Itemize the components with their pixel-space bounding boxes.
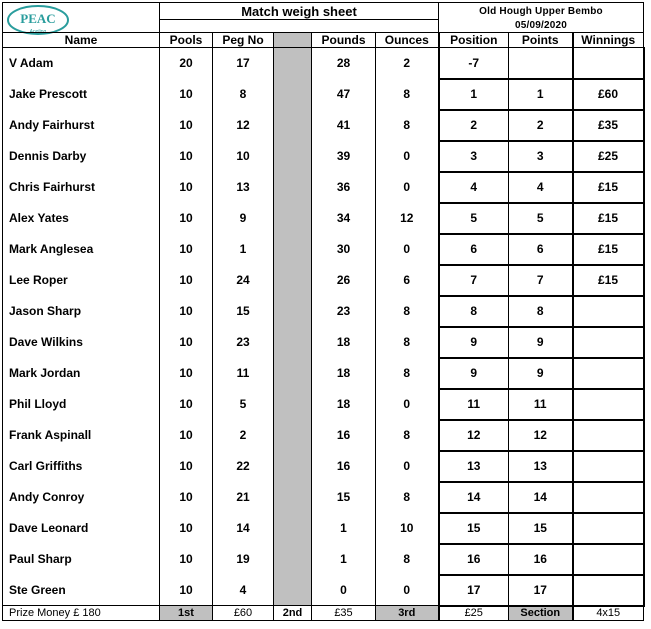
position-cell: 16	[439, 544, 509, 575]
competitor-name: Frank Aspinall	[3, 420, 160, 451]
points-cell: 15	[509, 513, 573, 544]
winnings-cell	[573, 451, 644, 482]
competitor-name: Jason Sharp	[3, 296, 160, 327]
competitor-name: Jake Prescott	[3, 79, 160, 110]
col-header-name: Name	[3, 33, 160, 48]
pounds-cell: 41	[312, 110, 376, 141]
competitor-name: Dave Leonard	[3, 513, 160, 544]
points-cell: 5	[509, 203, 573, 234]
ounces-cell: 0	[376, 389, 439, 420]
winnings-cell	[573, 296, 644, 327]
peg-cell: 8	[213, 79, 274, 110]
position-cell: 9	[439, 358, 509, 389]
ounces-cell: 12	[376, 203, 439, 234]
peg-cell: 10	[213, 141, 274, 172]
venue-name: Old Hough Upper Bembo	[439, 3, 644, 20]
points-cell: 13	[509, 451, 573, 482]
winnings-cell	[573, 48, 644, 79]
col-header-peg: Peg No	[213, 33, 274, 48]
spacer-cell	[274, 234, 312, 265]
table-row	[3, 110, 644, 141]
winnings-cell	[573, 513, 644, 544]
pools-cell: 10	[160, 172, 213, 203]
section-label: Section	[509, 606, 573, 621]
pounds-cell: 18	[312, 389, 376, 420]
table-row	[3, 265, 644, 296]
table-row	[3, 451, 644, 482]
winnings-cell: £15	[573, 234, 644, 265]
winnings-cell: £15	[573, 203, 644, 234]
table-row	[3, 513, 644, 544]
pounds-cell: 1	[312, 513, 376, 544]
position-cell: 14	[439, 482, 509, 513]
peg-cell: 13	[213, 172, 274, 203]
peg-cell: 5	[213, 389, 274, 420]
spacer-cell	[274, 172, 312, 203]
ounces-cell: 8	[376, 482, 439, 513]
col-header-points: Points	[509, 33, 573, 48]
pounds-cell: 28	[312, 48, 376, 79]
col-header-winnings: Winnings	[573, 33, 644, 48]
col-header-ounces: Ounces	[376, 33, 439, 48]
position-cell: 11	[439, 389, 509, 420]
spacer-cell	[274, 141, 312, 172]
table-row	[3, 48, 644, 79]
pounds-cell: 15	[312, 482, 376, 513]
points-cell: 4	[509, 172, 573, 203]
pounds-cell: 34	[312, 203, 376, 234]
spacer-cell	[274, 420, 312, 451]
pounds-cell: 1	[312, 544, 376, 575]
logo-cell	[3, 3, 160, 20]
peg-cell: 4	[213, 575, 274, 606]
winnings-cell	[573, 482, 644, 513]
table-row	[3, 575, 644, 606]
pools-cell: 10	[160, 544, 213, 575]
pounds-cell: 16	[312, 451, 376, 482]
position-cell: 8	[439, 296, 509, 327]
winnings-cell: £25	[573, 141, 644, 172]
ounces-cell: 8	[376, 544, 439, 575]
pounds-cell: 16	[312, 420, 376, 451]
peg-cell: 23	[213, 327, 274, 358]
peg-cell: 21	[213, 482, 274, 513]
spacer-cell	[274, 544, 312, 575]
points-cell: 1	[509, 79, 573, 110]
pools-cell: 10	[160, 358, 213, 389]
ounces-cell: 6	[376, 265, 439, 296]
spacer-column	[274, 33, 312, 48]
points-cell: 16	[509, 544, 573, 575]
section-value: 4x15	[573, 606, 644, 621]
pounds-cell: 47	[312, 79, 376, 110]
table-row	[3, 389, 644, 420]
ounces-cell: 0	[376, 234, 439, 265]
peg-cell: 19	[213, 544, 274, 575]
competitor-name: Phil Lloyd	[3, 389, 160, 420]
pounds-cell: 39	[312, 141, 376, 172]
spacer-cell	[274, 48, 312, 79]
winnings-cell: £35	[573, 110, 644, 141]
ounces-cell: 8	[376, 296, 439, 327]
ounces-cell: 0	[376, 451, 439, 482]
winnings-cell	[573, 420, 644, 451]
table-row	[3, 234, 644, 265]
points-cell: 12	[509, 420, 573, 451]
position-cell: 9	[439, 327, 509, 358]
peg-cell: 22	[213, 451, 274, 482]
table-row	[3, 327, 644, 358]
competitor-name: Paul Sharp	[3, 544, 160, 575]
ounces-cell: 8	[376, 79, 439, 110]
spacer-cell	[274, 79, 312, 110]
pools-cell: 10	[160, 575, 213, 606]
position-cell: 15	[439, 513, 509, 544]
table-row	[3, 79, 644, 110]
position-cell: 12	[439, 420, 509, 451]
position-cell: -7	[439, 48, 509, 79]
spacer-cell	[274, 265, 312, 296]
table-row	[3, 482, 644, 513]
points-cell: 7	[509, 265, 573, 296]
peg-cell: 24	[213, 265, 274, 296]
spacer-cell	[274, 575, 312, 606]
sheet-title: Match weigh sheet	[160, 3, 439, 20]
pools-cell: 10	[160, 451, 213, 482]
spacer-cell	[274, 296, 312, 327]
col-header-pounds: Pounds	[312, 33, 376, 48]
position-cell: 13	[439, 451, 509, 482]
pools-cell: 10	[160, 327, 213, 358]
competitor-name: Dennis Darby	[3, 141, 160, 172]
pools-cell: 10	[160, 389, 213, 420]
competitor-name: Mark Anglesea	[3, 234, 160, 265]
col-header-pools: Pools	[160, 33, 213, 48]
ounces-cell: 8	[376, 358, 439, 389]
ounces-cell: 8	[376, 327, 439, 358]
points-cell: 9	[509, 327, 573, 358]
logo-text: PEAC	[20, 11, 56, 26]
pools-cell: 10	[160, 296, 213, 327]
table-row	[3, 203, 644, 234]
spacer-cell	[274, 203, 312, 234]
winnings-cell	[573, 327, 644, 358]
ounces-cell: 0	[376, 575, 439, 606]
points-cell: 9	[509, 358, 573, 389]
points-cell: 17	[509, 575, 573, 606]
competitor-name: Dave Wilkins	[3, 327, 160, 358]
table-row	[3, 296, 644, 327]
position-cell: 2	[439, 110, 509, 141]
table-row	[3, 420, 644, 451]
spacer-cell	[274, 110, 312, 141]
position-cell: 6	[439, 234, 509, 265]
ounces-cell: 10	[376, 513, 439, 544]
ounces-cell: 8	[376, 420, 439, 451]
spacer-cell	[274, 451, 312, 482]
ounces-cell: 0	[376, 172, 439, 203]
winnings-cell: £15	[573, 265, 644, 296]
first-value: £60	[213, 606, 274, 621]
peg-cell: 9	[213, 203, 274, 234]
position-cell: 17	[439, 575, 509, 606]
points-cell: 11	[509, 389, 573, 420]
peg-cell: 2	[213, 420, 274, 451]
peg-cell: 15	[213, 296, 274, 327]
spacer-cell	[274, 327, 312, 358]
pools-cell: 10	[160, 203, 213, 234]
table-row	[3, 172, 644, 203]
first-label: 1st	[160, 606, 213, 621]
position-cell: 7	[439, 265, 509, 296]
winnings-cell	[573, 358, 644, 389]
pools-cell: 10	[160, 513, 213, 544]
winnings-cell	[573, 575, 644, 606]
points-cell: 8	[509, 296, 573, 327]
second-label: 2nd	[274, 606, 312, 621]
points-cell: 14	[509, 482, 573, 513]
pools-cell: 10	[160, 482, 213, 513]
ounces-cell: 0	[376, 141, 439, 172]
col-header-position: Position	[439, 33, 509, 48]
logo-subtext: Angling	[29, 29, 47, 35]
competitor-name: Lee Roper	[3, 265, 160, 296]
competitor-name: Chris Fairhurst	[3, 172, 160, 203]
pounds-cell: 18	[312, 327, 376, 358]
peg-cell: 11	[213, 358, 274, 389]
ounces-cell: 2	[376, 48, 439, 79]
pools-cell: 10	[160, 141, 213, 172]
competitor-name: Andy Fairhurst	[3, 110, 160, 141]
competitor-name: Alex Yates	[3, 203, 160, 234]
pounds-cell: 36	[312, 172, 376, 203]
second-value: £35	[312, 606, 376, 621]
spacer-cell	[274, 513, 312, 544]
position-cell: 4	[439, 172, 509, 203]
position-cell: 3	[439, 141, 509, 172]
third-label: 3rd	[376, 606, 439, 621]
competitor-name: Carl Griffiths	[3, 451, 160, 482]
winnings-cell	[573, 544, 644, 575]
position-cell: 5	[439, 203, 509, 234]
points-cell	[509, 48, 573, 79]
pools-cell: 10	[160, 79, 213, 110]
match-date: 05/09/2020	[439, 20, 644, 33]
points-cell: 6	[509, 234, 573, 265]
spacer-cell	[274, 358, 312, 389]
peg-cell: 17	[213, 48, 274, 79]
peg-cell: 1	[213, 234, 274, 265]
table-row	[3, 358, 644, 389]
third-value: £25	[439, 606, 509, 621]
table-row	[3, 544, 644, 575]
pounds-cell: 18	[312, 358, 376, 389]
points-cell: 3	[509, 141, 573, 172]
pools-cell: 10	[160, 110, 213, 141]
pools-cell: 10	[160, 420, 213, 451]
prize-row	[3, 606, 644, 621]
pounds-cell: 30	[312, 234, 376, 265]
table-row	[3, 141, 644, 172]
prize-money: Prize Money £ 180	[3, 606, 160, 621]
peg-cell: 12	[213, 110, 274, 141]
competitor-name: Ste Green	[3, 575, 160, 606]
winnings-cell: £60	[573, 79, 644, 110]
position-cell: 1	[439, 79, 509, 110]
winnings-cell	[573, 389, 644, 420]
competitor-name: Andy Conroy	[3, 482, 160, 513]
results-table	[2, 2, 645, 621]
pools-cell: 10	[160, 234, 213, 265]
pounds-cell: 26	[312, 265, 376, 296]
pools-cell: 20	[160, 48, 213, 79]
peg-cell: 14	[213, 513, 274, 544]
spacer-cell	[274, 389, 312, 420]
pools-cell: 10	[160, 265, 213, 296]
competitor-name: Mark Jordan	[3, 358, 160, 389]
pounds-cell: 0	[312, 575, 376, 606]
ounces-cell: 8	[376, 110, 439, 141]
winnings-cell: £15	[573, 172, 644, 203]
competitor-name: V Adam	[3, 48, 160, 79]
pounds-cell: 23	[312, 296, 376, 327]
points-cell: 2	[509, 110, 573, 141]
spacer-cell	[274, 482, 312, 513]
